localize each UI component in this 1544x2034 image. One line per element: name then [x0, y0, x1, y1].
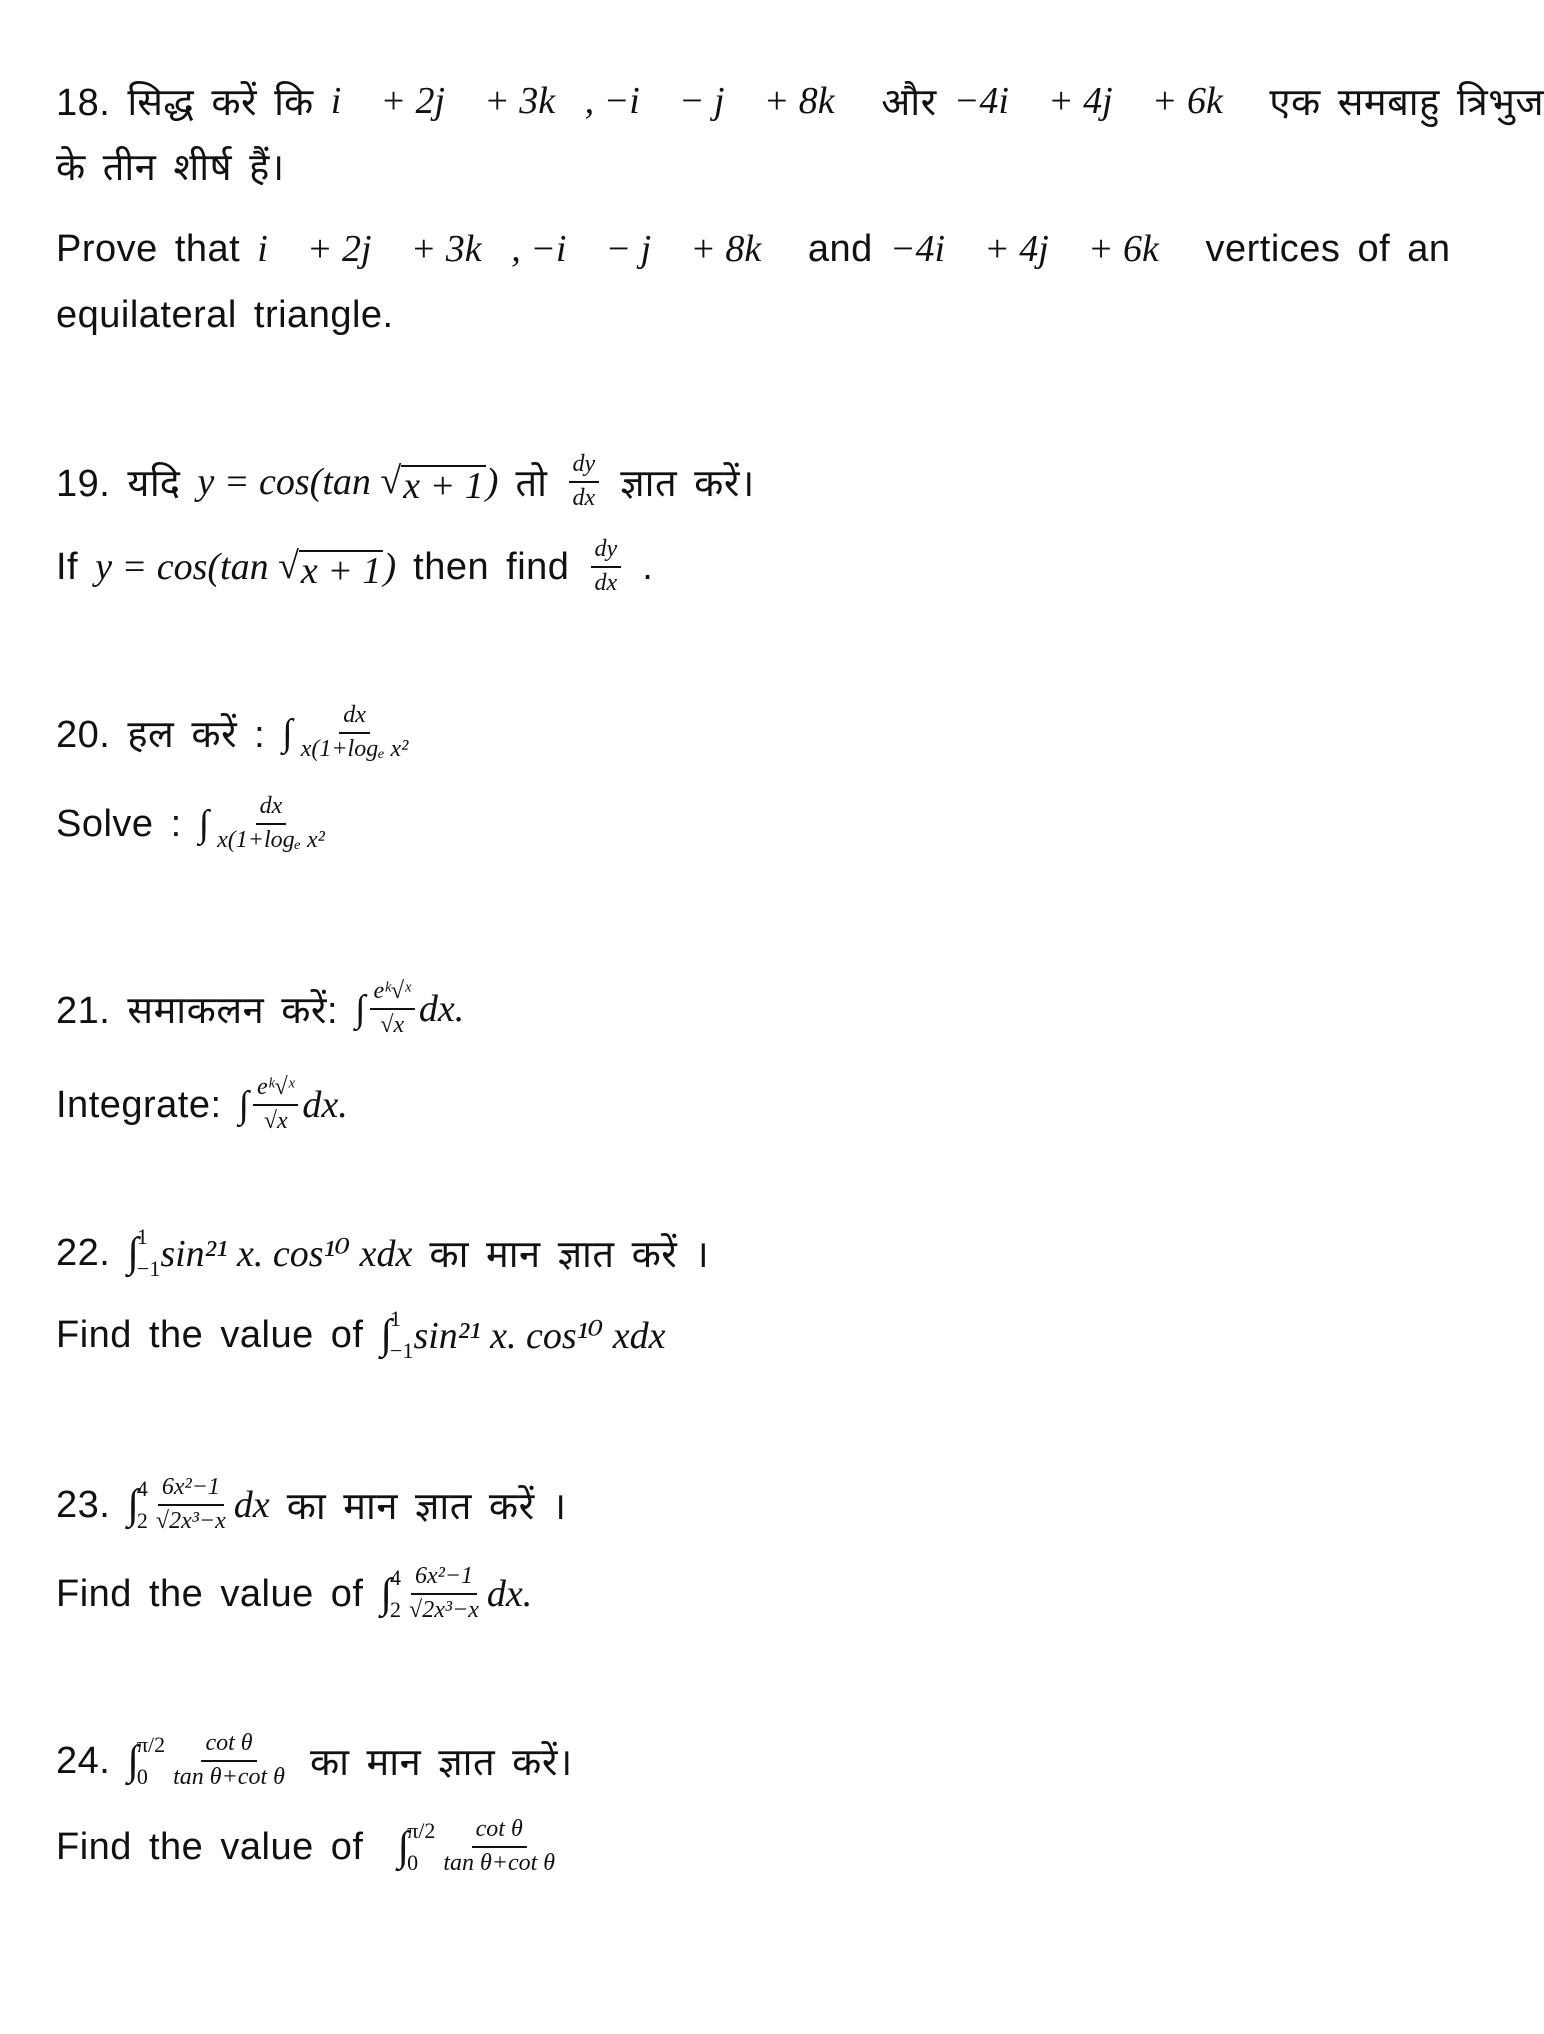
radical-sign: √ [278, 545, 299, 587]
math-expression: dx. [418, 988, 465, 1030]
integral-limits [137, 1476, 148, 1534]
numerator: dx [256, 793, 287, 825]
square-root [380, 459, 485, 505]
math-expression: ) [485, 461, 499, 503]
math-expression: ∫ [198, 803, 210, 845]
text-segment: vertices of an [1188, 227, 1451, 270]
text-line [56, 1817, 563, 1877]
math-expression: sin²¹ x. cos¹⁰ xdx [160, 1232, 413, 1275]
integral-limits [137, 1224, 160, 1282]
text-segment: Integrate: [56, 1083, 239, 1126]
math-expression: dx. [486, 1573, 533, 1615]
math-expression: ∫ [238, 1084, 250, 1126]
text-line [56, 1731, 573, 1791]
upper-limit: π/2 [407, 1818, 436, 1843]
text-line [56, 979, 464, 1039]
numerator: eᵏ√ˣ [370, 978, 415, 1010]
integral-sign: ∫ [380, 1571, 393, 1617]
text-line [56, 71, 1544, 131]
text-segment: 22. [56, 1231, 128, 1274]
definite-integral [127, 1476, 148, 1534]
definite-integral [127, 1224, 160, 1282]
numerator: dy [591, 536, 622, 568]
math-expression: −4i⃗ + 4j⃗ + 6k⃗ [889, 228, 1189, 270]
square-root [278, 544, 383, 590]
denominator: x(1+logₑ x² [217, 827, 325, 853]
fraction [169, 1730, 289, 1791]
radicand: x + 1 [403, 465, 484, 507]
lower-limit: 2 [136, 1508, 148, 1533]
text-line [56, 794, 333, 854]
denominator: tan θ+cot θ [443, 1850, 556, 1876]
math-expression: y = cos(tan [95, 546, 279, 588]
numerator: dx [339, 702, 370, 734]
fraction [213, 793, 329, 854]
numerator: 6x²−1 [158, 1474, 224, 1506]
text-segment: ज्ञात करें। [603, 463, 755, 505]
definite-integral [398, 1818, 436, 1876]
math-expression: i⃗ + 2j⃗ + 3k⃗, −i⃗ − j⃗ + 8k⃗ [257, 228, 791, 270]
text-line [56, 1305, 665, 1365]
numerator: cot θ [201, 1730, 256, 1762]
text-segment: का मान ज्ञात करें। [292, 1742, 573, 1784]
upper-limit: 1 [390, 1306, 402, 1331]
text-segment: तो [498, 463, 565, 505]
fraction [370, 978, 415, 1039]
text-segment: 23. [56, 1483, 128, 1526]
lower-limit: 0 [407, 1850, 419, 1875]
text-segment: एक समबाहु त्रिभुज [1252, 82, 1544, 124]
math-expression: i⃗ + 2j⃗ + 3k⃗, −i⃗ − j⃗ + 8k⃗ [330, 80, 865, 122]
text-line [56, 703, 416, 763]
lower-limit: 0 [136, 1764, 148, 1789]
fraction [405, 1563, 483, 1624]
text-segment: Find the value of [56, 1313, 381, 1356]
integral-sign: ∫ [127, 1230, 139, 1276]
text-segment: and [790, 227, 890, 270]
text-segment: 20. हल करें : [56, 714, 283, 756]
fraction [152, 1474, 230, 1535]
integral-sign: ∫ [380, 1312, 393, 1358]
numerator: 6x²−1 [411, 1563, 477, 1595]
denominator: √2x³−x [409, 1597, 479, 1623]
text-line [56, 1564, 532, 1624]
denominator: x(1+logₑ x² [300, 736, 409, 762]
denominator: √2x³−x [155, 1508, 226, 1534]
upper-limit: 1 [136, 1224, 148, 1249]
text-segment: का मान ज्ञात करें । [269, 1486, 567, 1528]
text-segment: 18. सिद्ध करें कि [56, 82, 331, 124]
definite-integral [381, 1306, 414, 1364]
definite-integral [127, 1732, 165, 1790]
denominator: dx [572, 485, 596, 511]
text-line [56, 136, 285, 196]
fraction [253, 1074, 298, 1135]
text-segment: और [864, 82, 954, 124]
text-line [56, 537, 653, 597]
math-expression: sin²¹ x. cos¹⁰ xdx [413, 1314, 666, 1357]
text-segment: 19. यदि [56, 463, 198, 505]
math-expression: dx [233, 1484, 270, 1526]
upper-limit: 4 [136, 1476, 148, 1501]
upper-limit: π/2 [136, 1732, 166, 1757]
fraction [439, 1816, 559, 1877]
math-expression: ) [383, 546, 397, 588]
text-segment: Solve : [56, 802, 199, 845]
denominator: dx [594, 570, 618, 596]
text-segment: 24. [56, 1739, 128, 1782]
lower-limit: −1 [136, 1256, 161, 1281]
text-segment: Prove that [56, 227, 258, 270]
text-segment: Find the value of [56, 1825, 398, 1868]
integral-sign: ∫ [397, 1824, 410, 1870]
text-segment: Find the value of [56, 1572, 381, 1615]
text-segment: then find [396, 545, 587, 588]
text-line [56, 219, 1450, 279]
text-line [56, 1475, 567, 1535]
text-segment: equilateral triangle. [56, 293, 394, 336]
denominator: √x [263, 1108, 288, 1134]
math-expression: y = cos(tan [197, 461, 381, 503]
text-segment: 21. समाकलन करें: [56, 990, 356, 1032]
upper-limit: 4 [390, 1565, 402, 1590]
text-line [56, 452, 755, 512]
math-expression: ∫ [355, 988, 366, 1030]
math-expression: −4i⃗ + 4j⃗ + 6k⃗ [953, 80, 1253, 122]
math-expression: ∫ [282, 712, 293, 754]
text-line [56, 285, 394, 345]
integral-limits [390, 1565, 401, 1623]
radicand: x + 1 [300, 550, 382, 592]
lower-limit: −1 [390, 1338, 414, 1363]
numerator: cot θ [472, 1816, 527, 1848]
numerator: eᵏ√ˣ [253, 1074, 298, 1106]
integral-limits [407, 1818, 435, 1876]
text-segment: If [56, 545, 96, 588]
integral-limits [390, 1306, 413, 1364]
integral-sign: ∫ [127, 1482, 139, 1528]
math-expression: dx. [302, 1084, 348, 1126]
fraction [297, 702, 413, 763]
definite-integral [381, 1565, 402, 1623]
fraction [569, 451, 600, 512]
denominator: √x [380, 1012, 405, 1038]
fraction [591, 536, 622, 597]
integral-sign: ∫ [127, 1738, 139, 1784]
text-segment: का मान ज्ञात करें । [412, 1234, 710, 1276]
lower-limit: 2 [390, 1597, 402, 1622]
text-segment: . [625, 545, 654, 588]
text-line [56, 1223, 709, 1283]
radical-sign: √ [380, 460, 402, 502]
text-segment: के तीन शीर्ष हैं। [56, 147, 285, 189]
denominator: tan θ+cot θ [173, 1764, 285, 1790]
numerator: dy [569, 451, 600, 483]
text-line [56, 1075, 348, 1135]
integral-limits [137, 1732, 165, 1790]
